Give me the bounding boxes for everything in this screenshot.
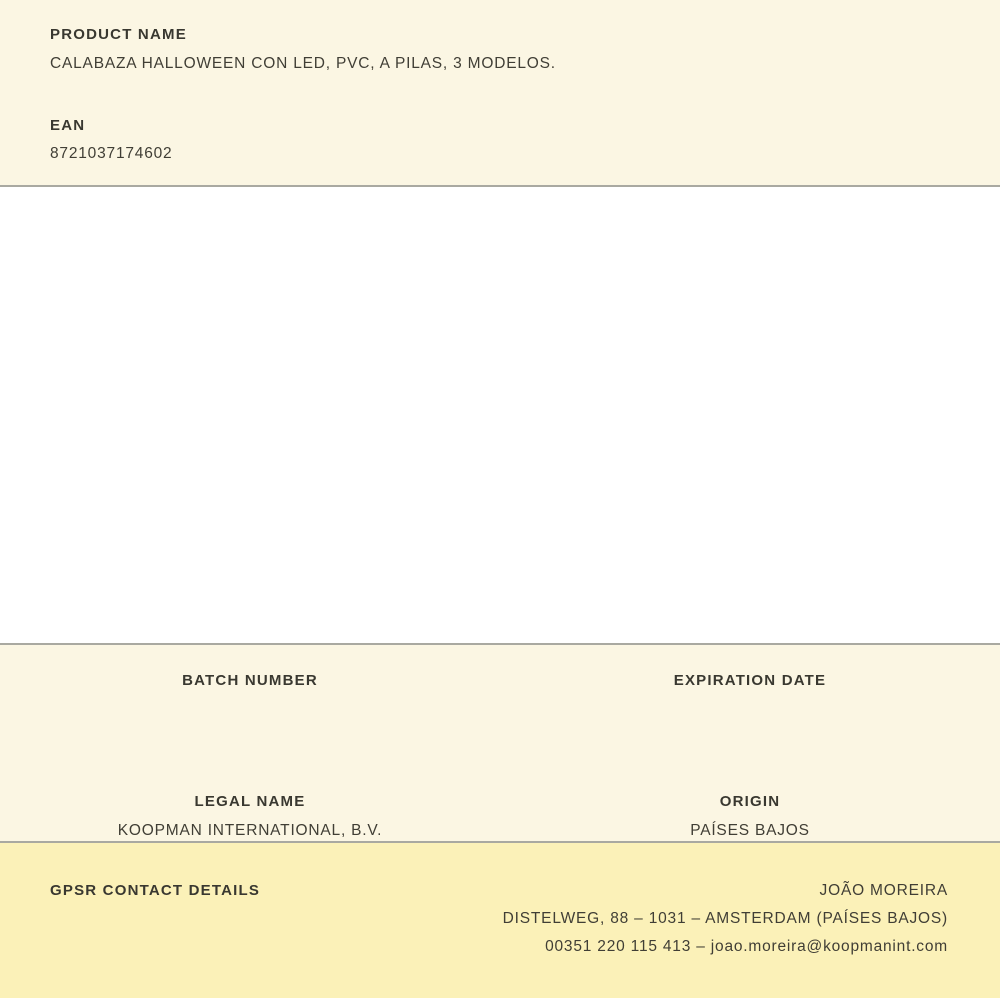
gpsr-contact-heading: GPSR CONTACT DETAILS <box>50 882 261 899</box>
details-row-legal-origin <box>0 794 1000 839</box>
details-row-batch-expiration <box>0 673 1000 718</box>
legal-name-label: LEGAL NAME <box>194 793 306 810</box>
origin-cell <box>500 794 1000 839</box>
expiration-date-label: EXPIRATION DATE <box>673 672 827 689</box>
product-details-section <box>0 645 1000 843</box>
legal-name-value: KOOPMAN INTERNATIONAL, B.V. <box>117 822 383 839</box>
batch-number-cell <box>0 673 500 718</box>
product-identity-section <box>0 0 1000 187</box>
batch-number-label: BATCH NUMBER <box>182 672 318 689</box>
ean-label: EAN <box>50 117 86 134</box>
contact-person-name: JOÃO MOREIRA <box>819 882 948 899</box>
legal-name-cell <box>0 794 500 839</box>
gpsr-contact-section <box>0 843 1000 998</box>
expiration-date-cell <box>500 673 1000 718</box>
ean-value: 8721037174602 <box>50 145 173 162</box>
product-name-label: PRODUCT NAME <box>50 26 187 43</box>
product-name-value: CALABAZA HALLOWEEN CON LED, PVC, A PILAS, 3 MODELOS. <box>50 55 556 72</box>
origin-value: PAÍSES BAJOS <box>690 822 810 839</box>
expiration-date-value <box>500 689 1000 718</box>
batch-number-value <box>0 689 500 718</box>
product-image-area <box>0 187 1000 645</box>
origin-label: ORIGIN <box>719 793 781 810</box>
gpsr-contact-block <box>503 877 948 961</box>
contact-phone-email: 00351 220 115 413 – joao.moreira@koopmanint.com <box>545 938 948 955</box>
contact-address: DISTELWEG, 88 – 1031 – AMSTERDAM (PAÍSES BAJOS) <box>502 910 948 927</box>
